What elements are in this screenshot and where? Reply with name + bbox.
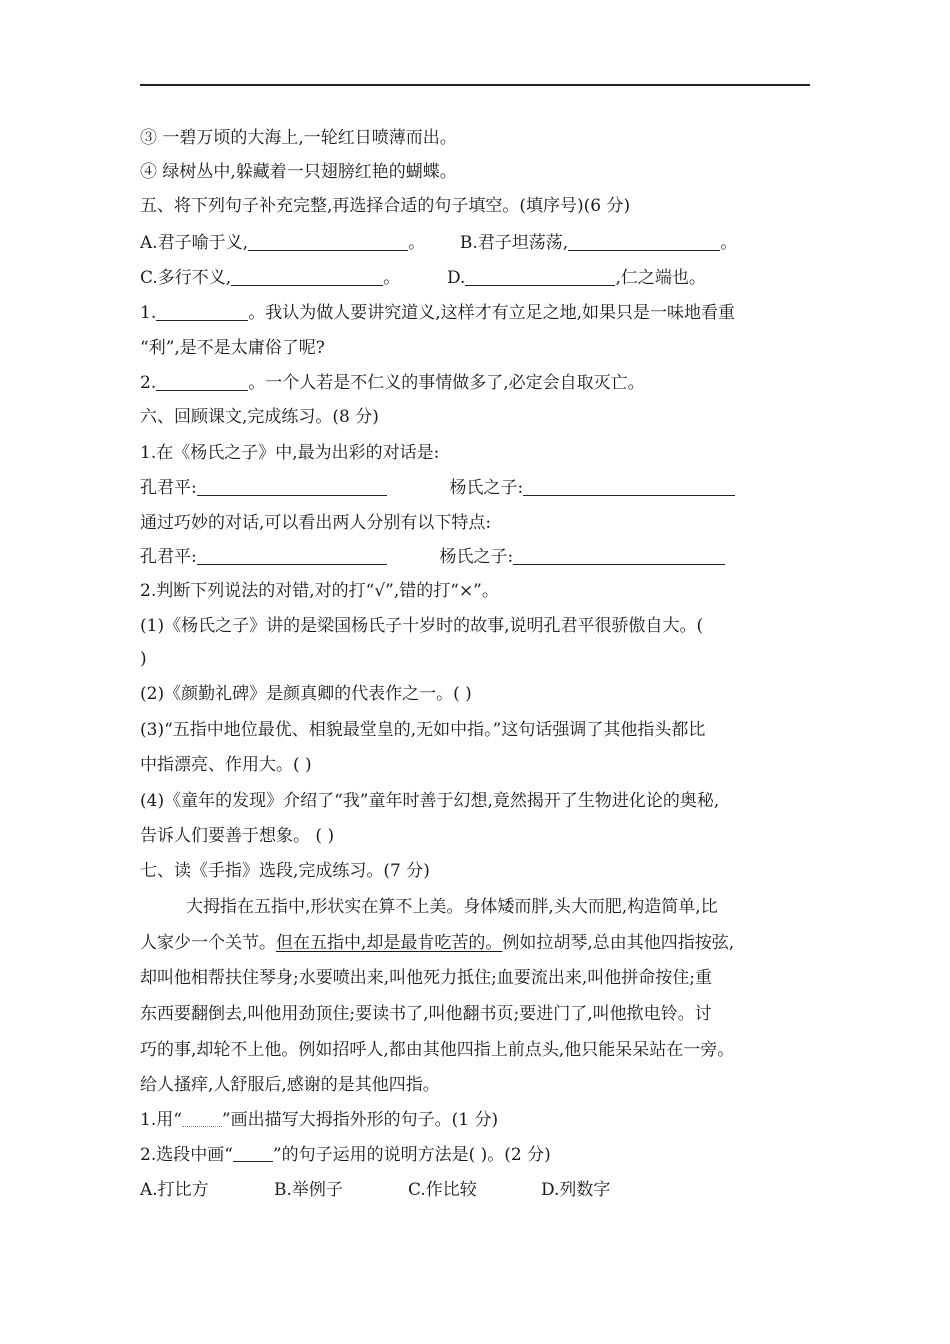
option-a-text: A.君子喻于义, [140,233,249,253]
judge-item-4-cont: 告诉人们要善于想象。 ( ) [140,826,335,846]
fill-blank-d[interactable] [465,267,615,286]
exercise-1-end: ”画出描写大拇指外形的句子。(1 分) [221,1110,499,1130]
fill-blank-b[interactable] [568,232,720,251]
passage-line-5: 巧的事,却轮不上他。例如招呼人,都由其他四指上前点头,他只能呆呆站在一旁。 [140,1040,735,1060]
q1-text: 。我认为做人要讲究道义,这样才有立足之地,如果只是一味地看重 [248,303,736,323]
fill-blank-q1[interactable] [156,302,248,321]
q1-number: 1. [140,303,157,323]
option-b-text: B.君子坦荡荡, [459,233,569,253]
exercise-2-end: ”的句子运用的说明方法是( )。(2 分) [272,1145,551,1165]
option-c-text: C.多行不义, [140,268,232,288]
yang-dialogue-blank[interactable] [523,477,735,496]
wavy-line-mark [182,1110,222,1127]
fill-question-1 [140,301,735,325]
option-d-end: ,仁之端也。 [615,268,706,288]
judge-item-3-cont: 中指漂亮、作用大。( ) [140,755,312,775]
traits-prompt: 通过巧妙的对话,可以看出两人分别有以下特点: [140,513,492,533]
passage-line-6: 给人搔痒,人舒服后,感谢的是其他四指。 [140,1075,440,1095]
exercise-2 [140,1143,551,1167]
choice-d[interactable]: D.列数字 [541,1180,611,1200]
section-6-title: 六、回顾课文,完成练习。(8 分) [140,407,379,427]
exercise-1-start: 1.用“ [140,1110,182,1130]
judge-item-3: (3)“五指中地位最优、相貌最堂皇的,无如中指。”这句话强调了其他指头都比 [140,720,706,740]
passage-text: 例如拉胡琴,总由其他四指按弦, [502,933,735,953]
judge-item-1: (1)《杨氏之子》讲的是梁国杨氏子十岁时的故事,说明孔君平很骄傲自大。( [140,616,704,636]
judge-item-4: (4)《童年的发现》介绍了“我”童年时善于幻想,竟然揭开了生物进化论的奥秘, [140,791,720,811]
q2-number: 2. [140,373,157,393]
item-3: ③ 一碧万顷的大海上,一轮红日喷薄而出。 [140,128,457,148]
section-7-title: 七、读《手指》选段,完成练习。(7 分) [140,861,430,881]
underlined-sentence: 但在五指中,却是最肯吃苦的。 [276,933,503,953]
yang-label-1: 杨氏之子: [449,478,524,498]
passage-line-3: 却叫他相帮扶住琴身;水要喷出来,叫他死力抵住;血要流出来,叫他拼命按住;重 [140,968,712,988]
fill-blank-q2[interactable] [156,372,248,391]
kong-trait-blank[interactable] [197,546,387,565]
section-5-title: 五、将下列句子补充完整,再选择合适的句子填空。(填序号)(6 分) [140,196,631,216]
fill-question-2 [140,371,645,395]
fill-blank-a[interactable] [248,232,408,251]
option-c-end: 。 [383,268,401,288]
dialogue-row [140,476,735,500]
option-b-end: 。 [720,233,738,253]
fill-row-ab [140,231,737,255]
kong-label-1: 孔君平: [140,478,197,498]
choice-a[interactable]: A.打比方 [140,1180,209,1200]
choice-c[interactable]: C.作比较 [408,1180,477,1200]
exercise-1 [140,1108,498,1132]
fill-question-1-cont: “利”,是不是太庸俗了呢? [140,338,325,358]
review-question-1: 1.在《杨氏之子》中,最为出彩的对话是: [140,443,440,463]
underline-mark [233,1147,273,1162]
q2-text: 。一个人若是不仁义的事情做多了,必定会自取灭亡。 [248,373,645,393]
yang-label-2: 杨氏之子: [439,547,514,567]
yang-trait-blank[interactable] [513,546,725,565]
option-a-end: 。 [408,233,426,253]
passage-line-1: 大拇指在五指中,形状实在算不上美。身体矮而胖,头大而肥,构造简单,比 [186,897,718,917]
traits-row [140,545,725,569]
judge-item-2: (2)《颜勤礼碑》是颜真卿的代表作之一。( ) [140,684,472,704]
header-rule [140,84,810,86]
review-question-2: 2.判断下列说法的对错,对的打“√”,错的打“×”。 [140,581,499,601]
passage-line-4: 东西要翻倒去,叫他用劲顶住;要读书了,叫他翻书页;要进门了,叫他揿电铃。讨 [140,1004,712,1024]
fill-blank-c[interactable] [231,267,383,286]
choice-b[interactable]: B.举例子 [274,1180,343,1200]
option-d-text: D. [447,268,466,288]
kong-dialogue-blank[interactable] [197,477,387,496]
item-4: ④ 绿树丛中,躲藏着一只翅膀红艳的蝴蝶。 [140,162,457,182]
passage-line-2 [140,931,734,955]
kong-label-2: 孔君平: [140,547,197,567]
judge-item-1-cont: ) [140,649,147,669]
exercise-2-start: 2.选段中画“ [140,1145,233,1165]
passage-text: 人家少一个关节。 [140,933,276,953]
fill-row-cd [140,266,706,290]
